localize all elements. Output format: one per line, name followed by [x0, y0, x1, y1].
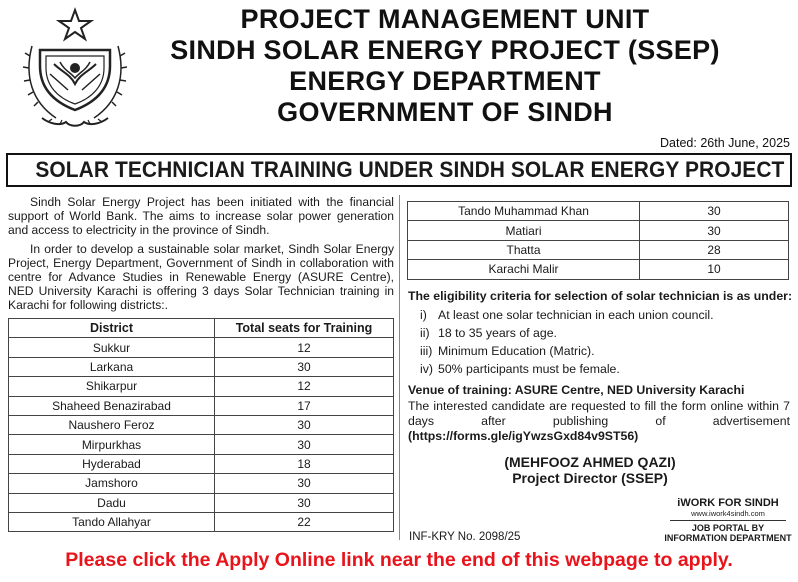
district-cell: Naushero Feroz [9, 415, 215, 434]
signatory-title: Project Director (SSEP) [512, 470, 668, 486]
seats-cell: 10 [640, 260, 789, 279]
intro-paragraph-1: Sindh Solar Energy Project has been initiated with the financial support of World Bank. The aims to increase solar power generation and access to electricity in the province of Sindh. [8, 195, 394, 237]
seats-cell: 30 [215, 435, 394, 454]
date-label: Dated: 26th June, 2025 [660, 136, 790, 150]
table-row [9, 493, 394, 512]
portal-line-1: JOB PORTAL BY [691, 523, 765, 533]
list-item [408, 342, 790, 360]
signature-block [440, 454, 740, 486]
apply-instructions [408, 399, 790, 444]
list-item-number: i) [420, 308, 427, 322]
table-row [408, 202, 789, 221]
district-cell: Mirpurkhas [9, 435, 215, 454]
seats-cell: 18 [215, 454, 394, 473]
list-item-text: 50% participants must be female. [438, 362, 620, 376]
table-row [9, 512, 394, 531]
header-line-1: PROJECT MANAGEMENT UNIT [240, 4, 650, 34]
column-header-district: District [9, 319, 215, 338]
district-seats-table-right [407, 201, 789, 280]
criteria-list [408, 306, 790, 378]
seats-cell: 12 [215, 377, 394, 396]
column-divider [399, 195, 400, 540]
district-cell: Tando Muhammad Khan [408, 202, 640, 221]
list-item-text: Minimum Education (Matric). [438, 344, 595, 358]
seats-cell: 30 [215, 493, 394, 512]
venue-text: Venue of training: ASURE Centre, NED University Karachi [408, 383, 745, 397]
list-item [408, 360, 790, 378]
district-cell: Matiari [408, 221, 640, 240]
district-cell: Sukkur [9, 338, 215, 357]
district-cell: Thatta [408, 240, 640, 259]
district-cell: Karachi Malir [408, 260, 640, 279]
district-cell: Shaheed Benazirabad [9, 396, 215, 415]
header-line-4: GOVERNMENT OF SINDH [277, 97, 613, 127]
district-cell: Tando Allahyar [9, 512, 215, 531]
criteria-title: The eligibility criteria for selection of solar technician is as under: [408, 289, 793, 303]
table-header-row [9, 319, 394, 338]
table-row [408, 240, 789, 259]
table-row [408, 221, 789, 240]
district-cell: Larkana [9, 357, 215, 376]
form-link[interactable]: (https://forms.gle/igYwzsGxd84v9ST56) [408, 429, 639, 443]
list-item-number: ii) [420, 326, 430, 340]
district-cell: Hyderabad [9, 454, 215, 473]
portal-rule [670, 520, 786, 521]
list-item [408, 306, 790, 324]
list-item-number: iv) [420, 362, 433, 376]
apply-online-notice: Please click the Apply Online link near the end of this webpage to apply. [65, 549, 733, 571]
list-item [408, 324, 790, 342]
district-cell: Jamshoro [9, 474, 215, 493]
list-item-number: iii) [420, 344, 433, 358]
intro-column [8, 195, 394, 317]
table-row [9, 474, 394, 493]
seats-cell: 12 [215, 338, 394, 357]
list-item-text: At least one solar technician in each union council. [438, 308, 714, 322]
sindh-government-emblem-icon [20, 6, 140, 130]
header-line-3: ENERGY DEPARTMENT [289, 66, 601, 96]
portal-brand: iWORK FOR SINDH [677, 497, 779, 509]
seats-cell: 30 [640, 202, 789, 221]
district-cell: Dadu [9, 493, 215, 512]
district-seats-table-left [8, 318, 394, 532]
seats-cell: 22 [215, 512, 394, 531]
list-item-text: 18 to 35 years of age. [438, 326, 557, 340]
title-banner [6, 153, 792, 187]
table-row [9, 454, 394, 473]
title-banner-text: SOLAR TECHNICIAN TRAINING UNDER SINDH SOLAR ENERGY PROJECT [35, 157, 785, 182]
table-row [9, 396, 394, 415]
district-cell: Shikarpur [9, 377, 215, 396]
intro-paragraph-2: In order to develop a sustainable solar market, Sindh Solar Energy Project, Energy Department, Government of Sindh in collaboration with centre for Advance Studies in Renewable Energy (ASURE Centre), NED University Karachi is offering 3 days Solar Technician training in Karachi for following districts:. [8, 242, 394, 312]
table-row [408, 260, 789, 279]
seats-cell: 30 [640, 221, 789, 240]
table-row [9, 435, 394, 454]
reference-number: INF-KRY No. 2098/25 [409, 531, 521, 543]
seats-cell: 28 [640, 240, 789, 259]
seats-cell: 30 [215, 415, 394, 434]
column-header-seats: Total seats for Training [215, 319, 394, 338]
table-row [9, 415, 394, 434]
portal-line-2: INFORMATION DEPARTMENT [664, 533, 792, 543]
apply-text: The interested candidate are requested to fill the form online within 7 days after publishing of advertisement [408, 399, 790, 428]
table-row [9, 377, 394, 396]
table-row [9, 338, 394, 357]
table-row [9, 357, 394, 376]
seats-cell: 30 [215, 474, 394, 493]
portal-url: www.iwork4sindh.com [691, 509, 765, 518]
seats-cell: 17 [215, 396, 394, 415]
header-line-2: SINDH SOLAR ENERGY PROJECT (SSEP) [170, 35, 720, 65]
seats-cell: 30 [215, 357, 394, 376]
criteria-column [408, 288, 793, 444]
signatory-name: (MEHFOOZ AHMED QAZI) [504, 454, 676, 470]
header-block [150, 4, 740, 128]
job-portal-logo [664, 497, 792, 543]
